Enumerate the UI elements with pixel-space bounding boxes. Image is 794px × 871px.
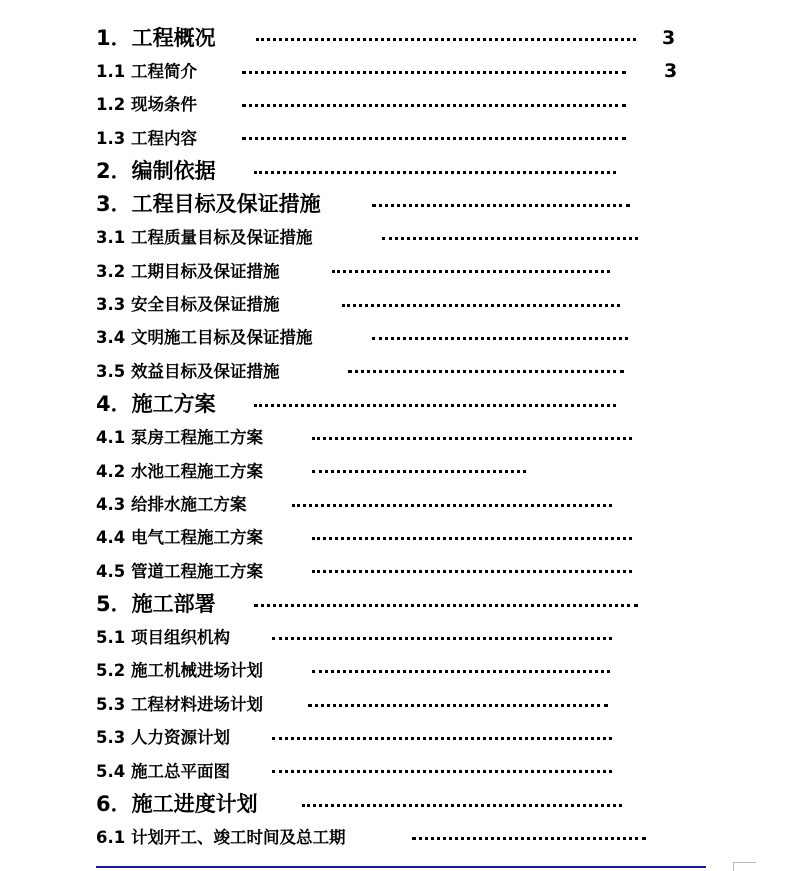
toc-label: 1.1 工程简介	[96, 62, 197, 81]
toc-leader-dots	[254, 604, 638, 607]
toc-entry	[96, 821, 696, 854]
toc-label: 5.3 工程材料进场计划	[96, 694, 263, 714]
toc-heading	[96, 22, 696, 55]
toc-label: 1．工程概况	[96, 26, 216, 50]
toc-leader-dots	[254, 171, 616, 174]
toc-leader-dots	[242, 71, 626, 74]
toc-label: 4.4 电气工程施工方案	[96, 528, 263, 548]
toc-label: 4.2 水池工程施工方案	[96, 461, 263, 481]
toc-entry	[96, 755, 696, 788]
toc-leader-dots	[348, 370, 624, 373]
toc-leader-dots	[332, 270, 610, 273]
toc-entry	[96, 688, 696, 721]
toc-label: 6．施工进度计划	[96, 792, 258, 817]
toc-label: 4.1 泵房工程施工方案	[96, 428, 263, 448]
toc-leader-dots	[256, 38, 636, 41]
toc-entry	[96, 122, 696, 155]
toc-label: 5.2 施工机械进场计划	[96, 661, 263, 681]
table-of-contents	[96, 22, 696, 854]
toc-leader-dots	[242, 137, 626, 140]
toc-leader-dots	[242, 104, 626, 107]
toc-label: 5．施工部署	[96, 592, 216, 617]
toc-entry	[96, 621, 696, 654]
toc-entry	[96, 521, 696, 554]
toc-leader-dots	[342, 304, 620, 307]
toc-entry	[96, 255, 696, 288]
toc-entry	[96, 221, 696, 254]
toc-leader-dots	[312, 670, 610, 673]
toc-label: 5.3 人力资源计划	[96, 728, 230, 748]
toc-page-number: 3	[664, 60, 678, 82]
toc-entry	[96, 654, 696, 687]
toc-label: 3.3 安全目标及保证措施	[96, 294, 280, 314]
toc-heading	[96, 388, 696, 421]
toc-heading	[96, 188, 696, 221]
toc-label: 3.1 工程质量目标及保证措施	[96, 228, 313, 248]
toc-entry	[96, 555, 696, 588]
toc-label: 5.1 项目组织机构	[96, 628, 230, 648]
toc-leader-dots	[272, 770, 612, 773]
toc-leader-dots	[292, 504, 612, 507]
toc-entry	[96, 421, 696, 454]
toc-entry	[96, 355, 696, 388]
toc-label: 3.5 效益目标及保证措施	[96, 361, 280, 381]
toc-label: 1.3 工程内容	[96, 128, 197, 148]
toc-label: 6.1 计划开工、竣工时间及总工期	[96, 828, 346, 848]
toc-label: 4.3 给排水施工方案	[96, 494, 247, 514]
toc-label: 1.2 现场条件	[96, 95, 197, 115]
toc-entry	[96, 488, 696, 521]
toc-label: 2．编制依据	[96, 159, 216, 184]
toc-heading	[96, 155, 696, 188]
toc-page-number: 3	[662, 27, 676, 49]
toc-entry	[96, 55, 696, 88]
bottom-rule	[96, 866, 706, 868]
toc-heading	[96, 788, 696, 821]
toc-label: 4.5 管道工程施工方案	[96, 561, 263, 581]
toc-leader-dots	[372, 337, 628, 340]
toc-leader-dots	[312, 470, 526, 473]
toc-leader-dots	[312, 570, 632, 573]
toc-leader-dots	[308, 704, 608, 707]
toc-entry	[96, 455, 696, 488]
toc-entry	[96, 288, 696, 321]
toc-leader-dots	[302, 804, 622, 807]
toc-heading	[96, 588, 696, 621]
toc-leader-dots	[312, 537, 632, 540]
toc-label: 4．施工方案	[96, 392, 216, 417]
toc-entry	[96, 321, 696, 354]
toc-leader-dots	[412, 837, 646, 840]
toc-entry	[96, 88, 696, 121]
toc-entry	[96, 721, 696, 754]
toc-leader-dots	[254, 404, 616, 407]
toc-label: 3.2 工期目标及保证措施	[96, 261, 280, 281]
toc-label: 5.4 施工总平面图	[96, 761, 230, 781]
toc-label: 3．工程目标及保证措施	[96, 192, 321, 217]
toc-leader-dots	[312, 437, 632, 440]
toc-leader-dots	[272, 737, 612, 740]
toc-leader-dots	[382, 237, 638, 240]
toc-leader-dots	[372, 204, 630, 207]
toc-leader-dots	[272, 637, 612, 640]
toc-label: 3.4 文明施工目标及保证措施	[96, 328, 313, 348]
